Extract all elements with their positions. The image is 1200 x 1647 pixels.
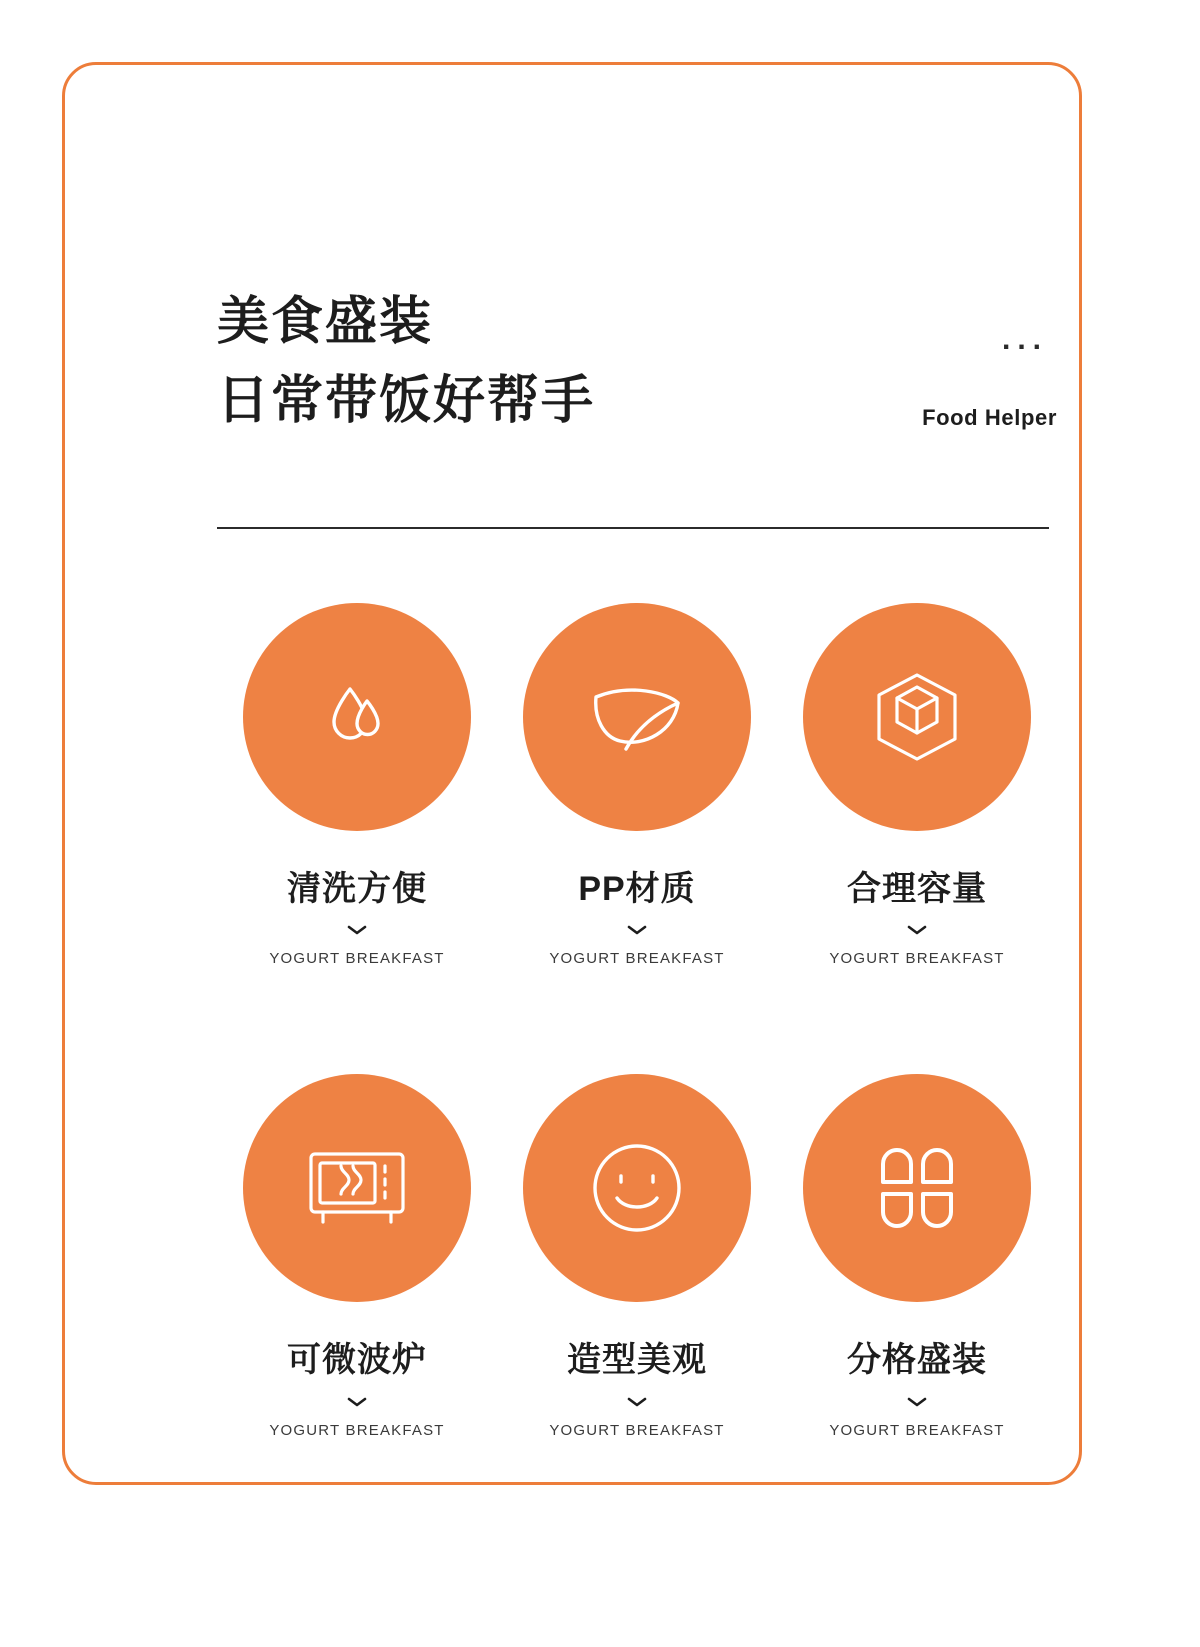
chevron-down-icon [626, 924, 648, 936]
feature-caption: YOGURT BREAKFAST [829, 1421, 1005, 1439]
feature-caption: YOGURT BREAKFAST [549, 950, 725, 968]
four-petal-grid-icon [869, 1140, 965, 1236]
content-inner [217, 265, 1057, 1439]
feature-item-microwave-safe [217, 1074, 497, 1438]
feature-caption: YOGURT BREAKFAST [269, 950, 445, 968]
microwave-icon [305, 1146, 409, 1230]
feature-badge [803, 603, 1031, 831]
feature-title: 合理容量 [847, 870, 987, 908]
header [217, 265, 1057, 515]
feature-item-design [497, 1074, 777, 1438]
feature-caption: YOGURT BREAKFAST [549, 1421, 725, 1439]
feature-badge [523, 1074, 751, 1302]
feature-badge [243, 1074, 471, 1302]
smiley-face-icon [585, 1136, 689, 1240]
feature-badge [243, 603, 471, 831]
feature-title: 清洗方便 [287, 870, 427, 908]
chevron-down-icon [346, 924, 368, 936]
feature-grid [217, 603, 1057, 1439]
feature-title: 可微波炉 [287, 1341, 427, 1380]
water-drops-icon [309, 669, 405, 765]
page-title-line2: 日常带饭好帮手 [217, 372, 596, 431]
feature-caption: YOGURT BREAKFAST [269, 1421, 445, 1439]
feature-item-washable [217, 603, 497, 967]
feature-badge [523, 603, 751, 831]
cube-box-icon [867, 667, 967, 767]
feature-title: 分格盛装 [847, 1341, 987, 1380]
feature-title: 造型美观 [567, 1341, 707, 1380]
feature-caption: YOGURT BREAKFAST [829, 950, 1005, 968]
subtitle-english: Food Helper [922, 405, 1057, 430]
chevron-down-icon [906, 1396, 928, 1408]
leaf-icon [582, 669, 692, 765]
feature-title: PP材质 [578, 870, 696, 908]
feature-item-pp-material [497, 603, 777, 967]
feature-item-compartments [777, 1074, 1057, 1438]
page-title-line1: 美食盛装 [217, 293, 434, 351]
chevron-down-icon [626, 1396, 648, 1408]
header-divider [217, 527, 1049, 529]
chevron-down-icon [346, 1396, 368, 1408]
ellipsis-icon: ... [1001, 323, 1048, 356]
page-title [217, 283, 595, 441]
chevron-down-icon [906, 924, 928, 936]
content-frame [62, 62, 1082, 1485]
feature-item-capacity [777, 603, 1057, 967]
feature-badge [803, 1074, 1031, 1302]
